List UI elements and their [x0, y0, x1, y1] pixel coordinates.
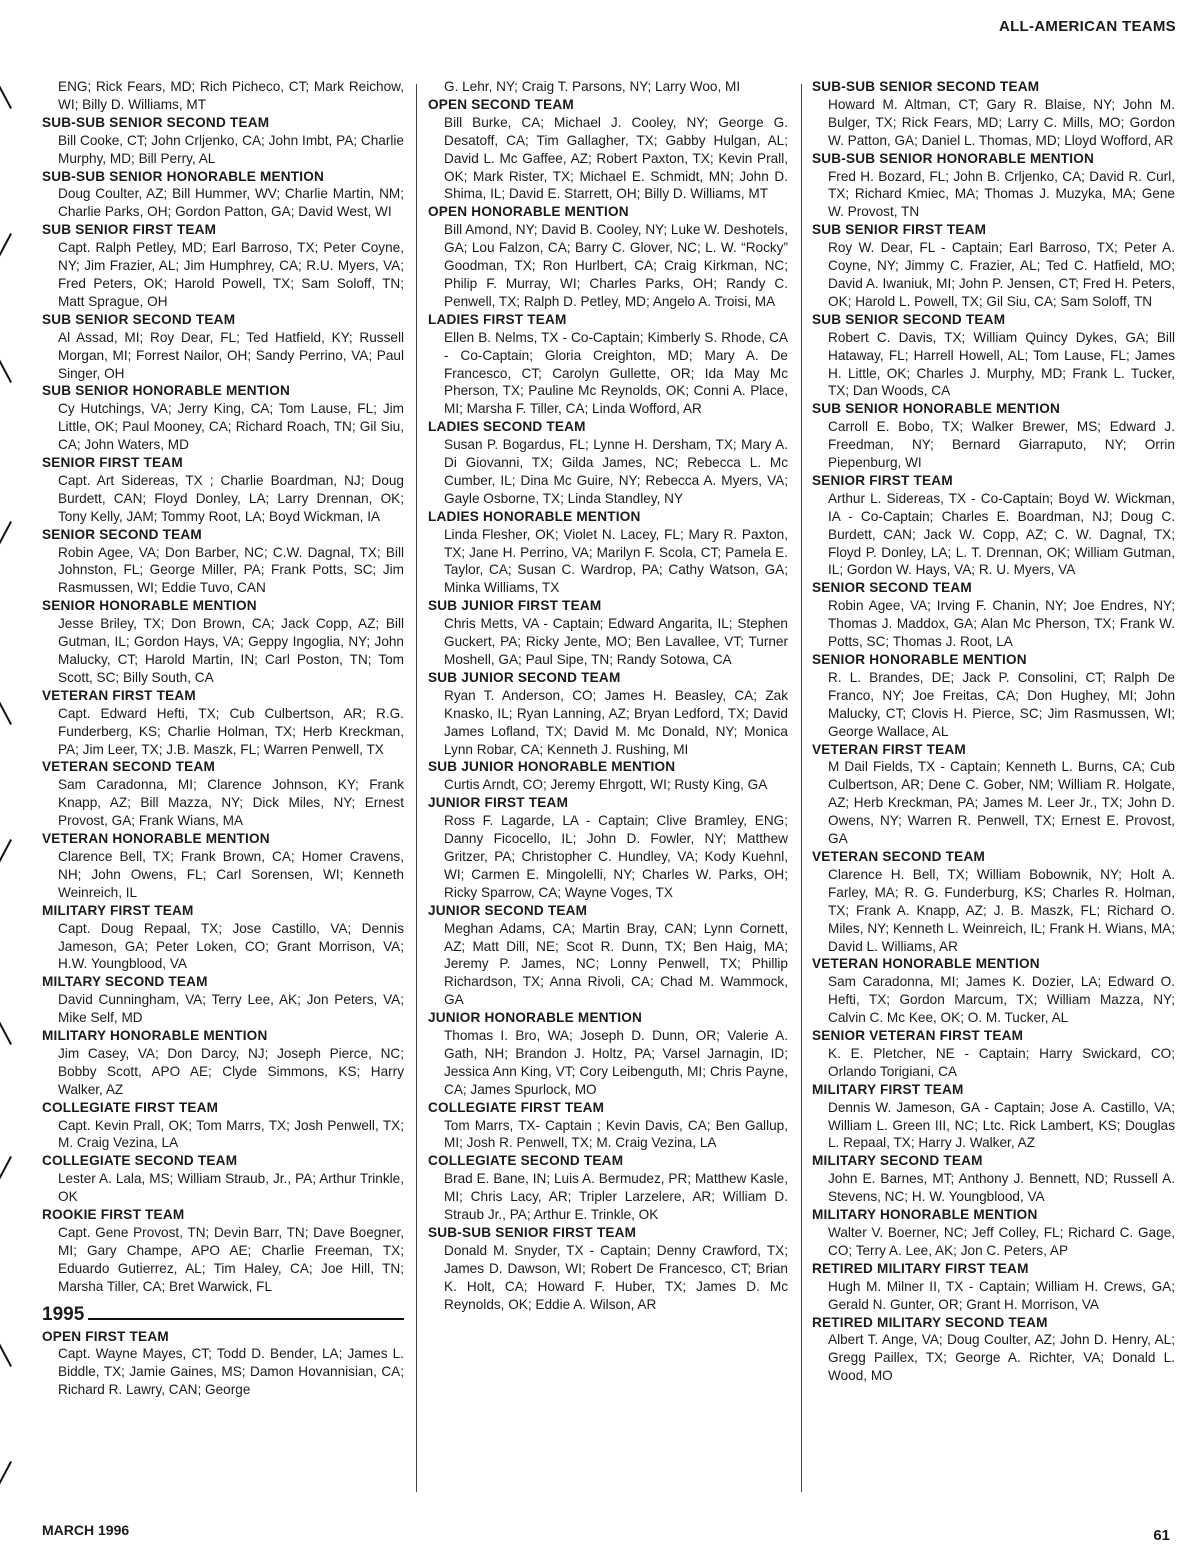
team-section	[812, 848, 1175, 955]
team-heading: SUB SENIOR FIRST TEAM	[42, 222, 217, 238]
team-section	[812, 78, 1175, 150]
margin-mark	[0, 85, 12, 109]
team-section	[428, 1224, 788, 1314]
team-members: Meghan Adams, CA; Martin Bray, CAN; Lynn Cornett, AZ; Matt Dill, NE; Scot R. Dunn, TX; Ben Haig, MA; Jeremy P. James, NC; Lonny Penwell, TX; Phillip Richardson, TX; Anna Rivoli, CA; Chad M. Wammock, GA	[444, 920, 788, 1008]
team-members: Howard M. Altman, CT; Gary R. Blaise, NY; John M. Bulger, TX; Rick Fears, MD; Larry C. Mills, MO; Gordon W. Patton, GA; Daniel L. Thomas, MD; Lloyd Wofford, AR	[828, 96, 1175, 148]
team-section	[428, 96, 788, 203]
team-section	[812, 1027, 1175, 1081]
team-heading: LADIES SECOND TEAM	[428, 419, 586, 435]
team-heading: LADIES FIRST TEAM	[428, 311, 567, 327]
team-members: John E. Barnes, MT; Anthony J. Bennett, ND; Russell A. Stevens, NC; H. W. Youngblood, VA	[828, 1171, 1175, 1205]
team-section	[42, 526, 404, 598]
team-heading: MILITARY FIRST TEAM	[42, 902, 194, 918]
column-divider	[801, 84, 802, 1492]
margin-mark	[0, 1156, 12, 1180]
team-section	[812, 651, 1175, 741]
team-members: Donald M. Snyder, TX - Captain; Denny Crawford, TX; James D. Dawson, WI; Robert De Francesco, CT; Brian K. Holt, CA; Howard F. Huber, TX; James D. Mc Reynolds, OK; Eddie A. Wilson, AR	[444, 1242, 788, 1312]
team-heading: RETIRED MILITARY SECOND TEAM	[812, 1314, 1048, 1330]
team-section	[812, 741, 1175, 848]
team-section	[42, 454, 404, 526]
team-section	[42, 1328, 404, 1400]
team-heading: SUB SENIOR HONORABLE MENTION	[812, 401, 1061, 417]
team-heading: JUNIOR HONORABLE MENTION	[428, 1010, 642, 1026]
team-members: Ellen B. Nelms, TX - Co-Captain; Kimberly S. Rhode, CA - Co-Captain; Gloria Creighton, MD; Mary A. De Francesco, CT; Carolyn Gullette, OR; Ida May Mc Pherson, TX; Pauline Mc Reynolds, OK; Conni A. Place, MI; Marsha F. Tiller, CA; Linda Wofford, AR	[444, 329, 788, 417]
team-heading: SUB SENIOR FIRST TEAM	[812, 222, 987, 238]
team-heading: OPEN SECOND TEAM	[428, 96, 574, 112]
issue-date: MARCH 1996	[42, 1522, 130, 1538]
team-members: Bill Burke, CA; Michael J. Cooley, NY; George G. Desatoff, CA; Tim Gallagher, TX; Gabby Hulgan, AL; David L. Mc Gaffee, AZ; Robert Paxton, TX; Kevin Prall, OK; Mark Rister, TX; Michael E. Schmidt, MN; John D. Shima, IL; David E. Starrett, OH; Billy D. Williams, MT	[444, 114, 788, 202]
team-members: Capt. Gene Provost, TN; Devin Barr, TN; Dave Boegner, MI; Gary Champe, APO AE; Charlie Freeman, TX; Eduardo Gutierrez, AL; Tim Haley, CA; Joe Hill, TN; Marsha Tiller, CA; Bret Warwick, FL	[58, 1225, 404, 1294]
team-section	[42, 973, 404, 1027]
team-members: Curtis Arndt, CO; Jeremy Ehrgott, WI; Rusty King, GA	[444, 777, 768, 793]
team-members: Fred H. Bozard, FL; John B. Crljenko, CA; David R. Curl, TX; Richard Kmiec, MA; Thomas J. Muzyka, MA; Gene W. Provost, TN	[828, 168, 1175, 220]
team-heading: SENIOR SECOND TEAM	[812, 580, 972, 596]
margin-mark	[0, 233, 12, 257]
team-members: Ryan T. Anderson, CO; James H. Beasley, CA; Zak Knasko, IL; Ryan Lanning, AZ; Bryan Ledford, TX; David James Lofland, TX; David M. Mc Donald, NY; Monica Lynn Robar, CA; Kenneth J. Rushing, MI	[444, 687, 788, 757]
team-members: Capt. Kevin Prall, OK; Tom Marrs, TX; Josh Penwell, TX; M. Craig Vezina, LA	[58, 1117, 404, 1151]
column-left	[42, 78, 404, 1504]
team-members: Linda Flesher, OK; Violet N. Lacey, FL; Mary R. Paxton, TX; Jane H. Perrino, VA; Marilyn F. Scola, CT; Pamela E. Taylor, CA; Susan C. Wardrop, PA; Cathy Watson, GA; Minka Williams, TX	[444, 526, 788, 596]
team-members: Capt. Wayne Mayes, CT; Todd D. Bender, LA; James L. Biddle, TX; Jamie Gaines, MS; Damon Hovannisian, CA; Richard R. Lawry, CAN; George	[58, 1346, 404, 1398]
team-section	[812, 1152, 1175, 1206]
team-section	[428, 311, 788, 418]
team-heading: SENIOR VETERAN FIRST TEAM	[812, 1028, 1024, 1044]
margin-mark	[0, 1021, 12, 1045]
team-heading: MILTARY SECOND TEAM	[42, 974, 208, 990]
year-heading	[42, 1303, 404, 1325]
team-section	[42, 758, 404, 830]
team-heading: SUB-SUB SENIOR SECOND TEAM	[812, 79, 1040, 94]
column-middle	[428, 78, 788, 1504]
team-section	[42, 114, 404, 168]
continued-text: ENG; Rick Fears, MD; Rich Picheco, CT; Mark Reichow, WI; Billy D. Williams, MT	[58, 79, 404, 112]
team-heading: COLLEGIATE FIRST TEAM	[42, 1099, 219, 1115]
team-members: Thomas I. Bro, WA; Joseph D. Dunn, OR; Valerie A. Gath, NH; Brandon J. Holtz, PA; Varsel Jarnagin, ID; Jessica Ann King, VT; Cory Leibenguth, MI; Chris Payne, CA; James Spurlock, MO	[444, 1028, 788, 1097]
margin-mark	[0, 1343, 12, 1367]
team-members: Robert C. Davis, TX; William Quincy Dykes, GA; Bill Hataway, FL; Harrell Howell, AL; Tom Lause, FL; James H. Little, OK; Charles J. Murphy, MD; Frank L. Tucker, TX; Dan Woods, CA	[828, 329, 1175, 399]
team-section	[812, 400, 1175, 472]
page-header: ALL-AMERICAN TEAMS	[998, 18, 1176, 35]
team-heading: COLLEGIATE FIRST TEAM	[428, 1099, 605, 1115]
team-section	[812, 311, 1175, 401]
team-members: Clarence Bell, TX; Frank Brown, CA; Homer Cravens, NH; John Owens, FL; Carl Sorensen, WI; Kenneth Weinreich, IL	[58, 848, 404, 900]
year-label: 1995	[42, 1303, 85, 1325]
team-members: Roy W. Dear, FL - Captain; Earl Barroso, TX; Peter A. Coyne, NY; Jimmy C. Frazier, AL; Ted C. Hatfield, MO; David A. Iwaniuk, MI; John P. Jensen, CT; Fred H. Peters, OK; Harold L. Powell, TX; Gil Siu, CA; Sam Soloff, TN	[828, 240, 1175, 309]
team-heading: SENIOR HONORABLE MENTION	[812, 652, 1027, 667]
team-heading: SUB SENIOR SECOND TEAM	[812, 311, 1006, 327]
team-heading: OPEN HONORABLE MENTION	[428, 204, 629, 220]
team-members: Clarence H. Bell, TX; William Bobownik, NY; Holt A. Farley, MA; R. G. Funderburg, KS; Charles R. Holman, TX; Frank A. Knapp, AZ; J. B. Maszk, FL; Richard O. Miles, NY; Kenneth L. Weinreich, IL; Frank H. Wians, MA; David L. Williams, AR	[828, 866, 1175, 954]
team-section	[428, 902, 788, 1009]
team-members: Tom Marrs, TX- Captain ; Kevin Davis, CA; Ben Gallup, MI; Josh R. Penwell, TX; M. Craig Vezina, LA	[444, 1117, 788, 1151]
team-members: Al Assad, MI; Roy Dear, FL; Ted Hatfield, KY; Russell Morgan, MI; Forrest Nailor, OH; Sandy Perrino, VA; Paul Singer, OH	[58, 329, 404, 381]
team-section	[428, 669, 788, 759]
team-heading: SUB-SUB SENIOR SECOND TEAM	[42, 114, 270, 130]
team-members: Ross F. Lagarde, LA - Captain; Clive Bramley, ENG; Danny Ficocello, IL; John D. Fowler, NY; Matthew Gritzer, PA; Christopher C. Hundley, VA; Kody Kuehnl, WI; Carmen E. Mingolelli, NY; Charles W. Parks, OH; Ricky Sparrow, CA; Wayne Voges, TX	[444, 813, 788, 900]
team-section	[42, 1152, 404, 1206]
team-members: Brad E. Bane, IN; Luis A. Bermudez, PR; Matthew Kasle, MI; Chris Lacy, AR; Tripler Larzelere, AR; William D. Straub Jr., PA; Arthur E. Trinkle, OK	[444, 1171, 788, 1223]
team-section	[42, 830, 404, 902]
team-members: R. L. Brandes, DE; Jack P. Consolini, CT; Ralph De Franco, NY; Joe Freitas, CA; Don Hughey, MI; John Malucky, CT; Clovis H. Pierce, SC; Jim Rasmussen, WI; George Wallace, AL	[828, 669, 1175, 739]
team-heading: MILITARY HONORABLE MENTION	[42, 1028, 268, 1044]
team-section	[42, 1206, 404, 1296]
team-members: Albert T. Ange, VA; Doug Coulter, AZ; John D. Henry, AL; Gregg Paillex, TX; George A. Richter, VA; Donald L. Wood, MO	[828, 1332, 1175, 1384]
team-heading: ROOKIE FIRST TEAM	[42, 1207, 185, 1223]
column-divider	[416, 84, 417, 1492]
team-section	[812, 1314, 1175, 1386]
team-section	[42, 1099, 404, 1153]
team-heading: OPEN FIRST TEAM	[42, 1328, 169, 1344]
team-heading: SUB-SUB SENIOR HONORABLE MENTION	[812, 150, 1095, 166]
team-section	[42, 311, 404, 383]
team-heading: SENIOR SECOND TEAM	[42, 526, 202, 542]
team-section	[812, 472, 1175, 579]
team-members: Dennis W. Jameson, GA - Captain; Jose A. Castillo, VA; William L. Green III, NC; Ltc. Rick Lambert, KS; Douglas L. Repaal, TX; Harry J. Walker, AZ	[828, 1099, 1175, 1151]
team-heading: SUB-SUB SENIOR FIRST TEAM	[428, 1225, 637, 1240]
team-section	[428, 597, 788, 669]
team-heading: SENIOR FIRST TEAM	[42, 455, 183, 471]
team-members: Hugh M. Milner II, TX - Captain; William H. Crews, GA; Gerald N. Gunter, OR; Grant H. Morrison, VA	[828, 1278, 1175, 1312]
team-heading: SENIOR FIRST TEAM	[812, 472, 953, 488]
team-members: Sam Caradonna, MI; Clarence Johnson, KY; Frank Knapp, AZ; Bill Mazza, NY; Dick Miles, NY; Ernest Provost, GA; Frank Wians, MA	[58, 777, 404, 829]
team-members: Bill Amond, NY; David B. Cooley, NY; Luke W. Deshotels, GA; Lou Falzon, CA; Barry C. Glover, NC; L. W. “Rocky” Goodman, TX; Ron Hurlbert, CA; Craig Kirkman, NC; Philip F. Murray, WI; Charles Parks, OH; Randy C. Penwell, TX; Ralph D. Petley, MD; Angelo A. Troisi, MA	[444, 222, 788, 309]
continued-text: G. Lehr, NY; Craig T. Parsons, NY; Larry Woo, MI	[444, 79, 741, 94]
team-heading: SUB-SUB SENIOR HONORABLE MENTION	[42, 168, 325, 184]
team-heading: LADIES HONORABLE MENTION	[428, 508, 641, 524]
team-section	[42, 902, 404, 974]
team-members: Jesse Briley, TX; Don Brown, CA; Jack Copp, AZ; Bill Gutman, IL; Gordon Hays, VA; Geppy Ingoglia, NY; John Malucky, CT; Harold Martin, IN; Carl Poston, TN; Tom Scott, SC; Billy South, CA	[58, 616, 404, 685]
team-heading: SUB JUNIOR HONORABLE MENTION	[428, 759, 676, 775]
team-members: Sam Caradonna, MI; James K. Dozier, LA; Edward O. Hefti, TX; Gordon Marcum, TX; William Mazza, NY; Calvin C. Mc Kee, OK; O. M. Tucker, AL	[828, 974, 1175, 1026]
team-heading: SUB SENIOR SECOND TEAM	[42, 311, 236, 327]
team-heading: SENIOR HONORABLE MENTION	[42, 598, 257, 614]
section-list	[42, 114, 404, 1296]
team-members: Robin Agee, VA; Irving F. Chanin, NY; Joe Endres, NY; Thomas J. Maddox, GA; Alan Mc Pherson, TX; Frank W. Potts, SC; Thomas J. Root, LA	[828, 598, 1175, 650]
team-heading: MILITARY FIRST TEAM	[812, 1081, 964, 1097]
team-members: Capt. Art Sidereas, TX ; Charlie Boardman, NJ; Doug Burdett, CAN; Floyd Donley, LA; Larry Drennan, OK; Tony Kelly, JAM; Tommy Root, LA; Boyd Wickman, IA	[58, 472, 404, 524]
team-heading: VETERAN FIRST TEAM	[42, 687, 196, 703]
team-members: Robin Agee, VA; Don Barber, NC; C.W. Dagnal, TX; Bill Johnston, FL; George Miller, PA; Frank Potts, SC; Jim Rasmussen, WI; Eddie Tuvo, CAN	[58, 544, 404, 596]
team-heading: JUNIOR FIRST TEAM	[428, 795, 569, 811]
team-section	[812, 150, 1175, 222]
team-members: Chris Metts, VA - Captain; Edward Angarita, IL; Stephen Guckert, PA; Ricky Jente, MO; Ben Lavallee, VT; Turner Moshell, GA; Paul Sipe, TN; Randy Sotowa, CA	[444, 616, 788, 667]
team-members: Jim Casey, VA; Don Darcy, NJ; Joseph Pierce, NC; Bobby Scott, APO AE; Clyde Simmons, KS; Harry Walker, AZ	[58, 1045, 404, 1097]
team-members: Cy Hutchings, VA; Jerry King, CA; Tom Lause, FL; Jim Little, OK; Paul Mooney, CA; Richard Roach, TN; Gil Siu, CA; John Waters, MD	[58, 401, 404, 453]
team-members: Capt. Ralph Petley, MD; Earl Barroso, TX; Peter Coyne, NY; Jim Frazier, AL; Jim Humphrey, CA; R.U. Myers, VA; Fred Peters, OK; Harold Powell, TX; Sam Soloff, TN; Matt Sprague, OH	[58, 240, 404, 309]
team-section	[42, 687, 404, 759]
team-heading: VETERAN HONORABLE MENTION	[812, 956, 1040, 972]
team-heading: SUB JUNIOR FIRST TEAM	[428, 598, 602, 614]
team-members: Carroll E. Bobo, TX; Walker Brewer, MS; Edward J. Freedman, NY; Bernard Giarraputo, NY; Orrin Piepenburg, WI	[828, 419, 1175, 471]
team-section	[812, 579, 1175, 651]
team-section	[428, 1009, 788, 1099]
team-section	[428, 418, 788, 508]
team-heading: COLLEGIATE SECOND TEAM	[42, 1153, 238, 1169]
margin-mark	[0, 521, 12, 545]
team-section	[428, 203, 788, 310]
team-heading: JUNIOR SECOND TEAM	[428, 902, 588, 918]
team-members: Arthur L. Sidereas, TX - Co-Captain; Boyd W. Wickman, IA - Co-Captain; Charles E. Boardman, NJ; Doug C. Burdett, CAN; Jack W. Copp, AZ; C. W. Dagnal, TX; Floyd P. Donley, LA; L. T. Drennan, OK; William Gutman, IL; Gordon W. Hays, VA; R. U. Myers, VA	[828, 490, 1175, 578]
margin-mark	[0, 839, 12, 863]
team-members: M Dail Fields, TX - Captain; Kenneth L. Burns, CA; Cub Culbertson, AR; Dene C. Gober, NM; William R. Holgate, AZ; Herb Kreckman, PA; James M. Leer Jr., TX; John D. Owens, NY; Warren R. Penwell, TX; Ernest E. Provost, GA	[828, 759, 1175, 847]
team-heading: RETIRED MILITARY FIRST TEAM	[812, 1260, 1029, 1276]
team-heading: VETERAN FIRST TEAM	[812, 741, 966, 757]
team-section	[428, 508, 788, 598]
team-section	[42, 221, 404, 311]
team-section	[42, 1027, 404, 1099]
team-section	[428, 1099, 788, 1153]
team-members: David Cunningham, VA; Terry Lee, AK; Jon Peters, VA; Mike Self, MD	[58, 992, 404, 1026]
team-heading: SUB JUNIOR SECOND TEAM	[428, 669, 621, 685]
team-members: Capt. Doug Repaal, TX; Jose Castillo, VA; Dennis Jameson, GA; Peter Loken, CO; Grant Morrison, VA; H.W. Youngblood, VA	[58, 920, 404, 972]
team-members: Lester A. Lala, MS; William Straub, Jr., PA; Arthur Trinkle, OK	[58, 1171, 404, 1205]
team-members: Walter V. Boerner, NC; Jeff Colley, FL; Richard C. Gage, CO; Terry A. Lee, AK; Jon C. Peters, AP	[828, 1225, 1175, 1258]
team-heading: COLLEGIATE SECOND TEAM	[428, 1153, 624, 1169]
team-section	[428, 1152, 788, 1224]
section-list	[428, 96, 788, 1314]
team-members: Susan P. Bogardus, FL; Lynne H. Dersham, TX; Mary A. Di Giovanni, TX; Gilda James, NC; Rebecca L. Mc Cumber, IL; Dina Mc Guire, NY; Rebecca A. Myers, VA; Gayle Osborne, TX; Linda Standley, NY	[444, 437, 788, 506]
page-number: 61	[1153, 1527, 1170, 1544]
margin-mark	[0, 359, 12, 383]
team-section	[812, 221, 1175, 311]
team-section	[812, 1081, 1175, 1153]
team-heading: MILITARY HONORABLE MENTION	[812, 1207, 1038, 1223]
column-right	[812, 78, 1175, 1504]
team-members: Doug Coulter, AZ; Bill Hummer, WV; Charlie Martin, NM; Charlie Parks, OH; Gordon Patton, GA; David West, WI	[58, 186, 404, 220]
team-heading: VETERAN SECOND TEAM	[42, 759, 215, 775]
team-section	[42, 168, 404, 222]
team-section	[812, 1206, 1175, 1260]
team-section	[42, 597, 404, 687]
margin-mark	[0, 701, 12, 725]
team-heading: MILITARY SECOND TEAM	[812, 1153, 983, 1169]
team-section	[812, 1260, 1175, 1314]
team-section	[428, 758, 788, 794]
team-section	[428, 794, 788, 901]
year-rule	[88, 1318, 404, 1320]
team-section	[42, 382, 404, 454]
team-members: K. E. Pletcher, NE - Captain; Harry Swickard, CO; Orlando Torigiani, CA	[828, 1045, 1175, 1079]
section-list	[812, 78, 1175, 1385]
team-heading: VETERAN SECOND TEAM	[812, 848, 985, 864]
team-members: Capt. Edward Hefti, TX; Cub Culbertson, AR; R.G. Funderberg, KS; Charlie Holman, TX; Herb Kreckman, PA; Jim Leer, TX; J.B. Maszk, FL; Warren Penwell, TX	[58, 705, 404, 757]
team-heading: SUB SENIOR HONORABLE MENTION	[42, 383, 291, 399]
section-list	[42, 1328, 404, 1400]
team-members: Bill Cooke, CT; John Crljenko, CA; John Imbt, PA; Charlie Murphy, MD; Bill Perry, AL	[58, 132, 404, 166]
margin-mark	[0, 1461, 12, 1485]
team-section	[812, 955, 1175, 1027]
team-heading: VETERAN HONORABLE MENTION	[42, 831, 270, 847]
